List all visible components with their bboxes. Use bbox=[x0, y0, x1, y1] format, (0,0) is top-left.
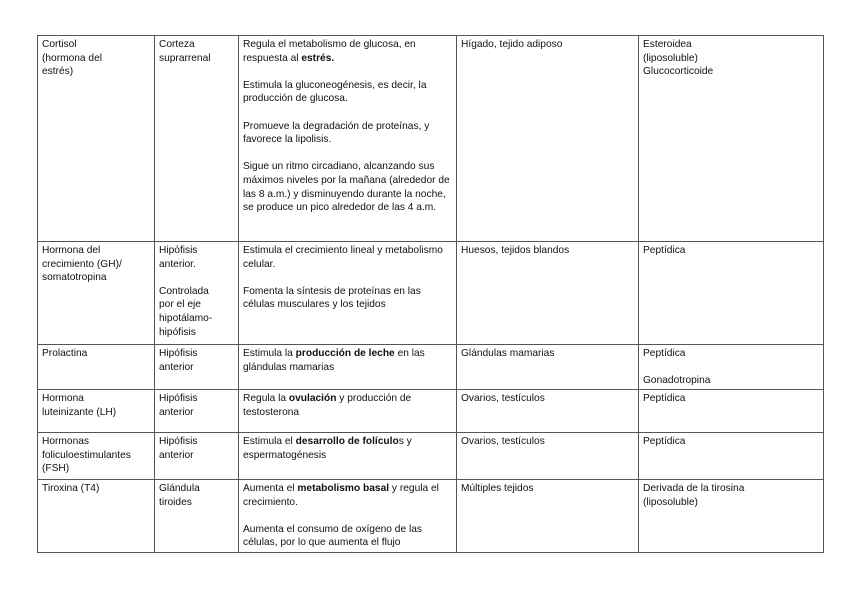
function-cell bbox=[239, 242, 457, 345]
hormone-table bbox=[37, 35, 824, 553]
table-row-fsh bbox=[38, 433, 824, 480]
origin-line: Controlada bbox=[159, 285, 209, 297]
function-paragraph: Sigue un ritmo circadiano, alcanzando sus máximos niveles por la mañana (alrededor de las 8 a.m.) y disminuyendo durante la noche, se produce un pico alrededor de las 4 a.m. bbox=[243, 161, 450, 214]
function-paragraph bbox=[243, 435, 452, 462]
target-cell: Ovarios, testículos bbox=[457, 390, 639, 433]
hormone-name-line: Hormona del bbox=[42, 245, 101, 256]
origin-line: por el eje bbox=[159, 299, 201, 311]
hormone-name-line: estrés) bbox=[42, 66, 74, 78]
hormone-name-line: Hormona bbox=[42, 393, 84, 404]
type-line: Glucocorticoide bbox=[643, 66, 714, 78]
origin-line: tiroides bbox=[159, 496, 192, 508]
hormone-name-line: Tiroxina (T4) bbox=[42, 483, 100, 494]
hormone-cell bbox=[38, 36, 155, 242]
function-paragraph: Estimula la gluconeogénesis, es decir, la producción de glucosa. bbox=[243, 79, 427, 105]
type-cell bbox=[639, 345, 824, 390]
target-cell: Hígado, tejido adiposo bbox=[457, 36, 639, 242]
function-text: Regula el metabolismo de glucosa, en respuesta al bbox=[243, 39, 416, 64]
origin-line: suprarrenal bbox=[159, 52, 211, 64]
type-cell: Peptídica bbox=[639, 242, 824, 345]
function-paragraph bbox=[243, 38, 452, 65]
hormone-cell bbox=[38, 480, 155, 553]
origin-line: hipotálamo- bbox=[159, 312, 213, 324]
origin-cell bbox=[155, 433, 239, 480]
hormone-name-line: Cortisol bbox=[42, 39, 77, 50]
function-text: Estimula el bbox=[243, 436, 296, 447]
function-highlight: desarrollo de folículo bbox=[295, 436, 399, 447]
hormone-name-line: (FSH) bbox=[42, 463, 70, 475]
function-text: y producción de testosterona bbox=[243, 393, 412, 418]
hormone-name-line: (hormona del bbox=[42, 52, 103, 64]
origin-line: Hipófisis bbox=[159, 348, 198, 359]
function-paragraph: Estimula el crecimiento lineal y metabolismo celular. bbox=[243, 245, 443, 270]
function-text: Estimula la bbox=[243, 348, 296, 359]
function-text: Aumenta el bbox=[243, 483, 298, 494]
origin-cell bbox=[155, 345, 239, 390]
type-cell: Peptídica bbox=[639, 390, 824, 433]
table-row-cortisol bbox=[38, 36, 824, 242]
function-cell bbox=[239, 480, 457, 553]
hormone-cell bbox=[38, 345, 155, 390]
hormone-name-line: Prolactina bbox=[42, 348, 88, 359]
function-paragraph: Fomenta la síntesis de proteínas en las células musculares y los tejidos bbox=[243, 285, 421, 311]
hormone-name-line: somatotropina bbox=[42, 272, 107, 284]
type-line: Esteroidea bbox=[643, 39, 692, 50]
origin-line: Hipófisis bbox=[159, 245, 198, 256]
origin-line: anterior bbox=[159, 449, 194, 461]
table-row-prolactina bbox=[38, 345, 824, 390]
origin-cell bbox=[155, 480, 239, 553]
origin-line: Hipófisis bbox=[159, 393, 198, 404]
type-cell bbox=[639, 480, 824, 553]
function-paragraph bbox=[243, 347, 452, 374]
function-paragraph bbox=[243, 392, 452, 419]
origin-line: Corteza bbox=[159, 39, 195, 50]
origin-line: Hipófisis bbox=[159, 436, 198, 447]
target-cell: Ovarios, testículos bbox=[457, 433, 639, 480]
type-cell: Peptídica bbox=[639, 433, 824, 480]
target-cell: Glándulas mamarias bbox=[457, 345, 639, 390]
function-cell bbox=[239, 433, 457, 480]
hormone-cell bbox=[38, 390, 155, 433]
function-highlight: estrés. bbox=[301, 52, 335, 64]
function-text: y regula el crecimiento. bbox=[243, 483, 439, 508]
hormone-cell bbox=[38, 433, 155, 480]
function-paragraph: Aumenta el consumo de oxígeno de las células, por lo que aumenta el flujo bbox=[243, 523, 422, 549]
function-highlight: ovulación bbox=[288, 393, 337, 404]
origin-cell bbox=[155, 242, 239, 345]
type-line: (liposoluble) bbox=[643, 52, 698, 64]
type-line: Gonadotropina bbox=[643, 375, 711, 387]
function-text: Regula la bbox=[243, 393, 289, 404]
origin-line: Glándula bbox=[159, 483, 200, 494]
origin-cell bbox=[155, 390, 239, 433]
function-text: s y espermatogénesis bbox=[243, 436, 412, 461]
origin-line: anterior bbox=[159, 406, 194, 418]
type-cell bbox=[639, 36, 824, 242]
table-row-gh bbox=[38, 242, 824, 345]
function-paragraph bbox=[243, 482, 452, 509]
target-cell: Múltiples tejidos bbox=[457, 480, 639, 553]
type-line: Peptídica bbox=[643, 348, 686, 359]
origin-line: hipófisis bbox=[159, 326, 196, 338]
type-line: Derivada de la tirosina bbox=[643, 483, 745, 494]
origin-line: anterior. bbox=[159, 258, 196, 270]
table-row-lh bbox=[38, 390, 824, 433]
origin-line: anterior bbox=[159, 361, 194, 373]
hormone-name-line: foliculoestimulantes bbox=[42, 449, 131, 461]
hormone-name-line: luteinizante (LH) bbox=[42, 406, 117, 418]
function-highlight: producción de leche bbox=[295, 348, 395, 359]
origin-cell bbox=[155, 36, 239, 242]
function-cell bbox=[239, 36, 457, 242]
type-line: (liposoluble) bbox=[643, 496, 698, 508]
target-cell: Huesos, tejidos blandos bbox=[457, 242, 639, 345]
hormone-cell bbox=[38, 242, 155, 345]
function-paragraph: Promueve la degradación de proteínas, y favorece la lipolisis. bbox=[243, 120, 430, 146]
hormone-name-line: Hormonas bbox=[42, 436, 89, 447]
hormone-name-line: crecimiento (GH)/ bbox=[42, 258, 122, 270]
table-row-tiroxina bbox=[38, 480, 824, 553]
function-highlight: metabolismo basal bbox=[297, 483, 390, 494]
function-text: en las glándulas mamarias bbox=[243, 348, 425, 373]
function-cell bbox=[239, 390, 457, 433]
function-cell bbox=[239, 345, 457, 390]
